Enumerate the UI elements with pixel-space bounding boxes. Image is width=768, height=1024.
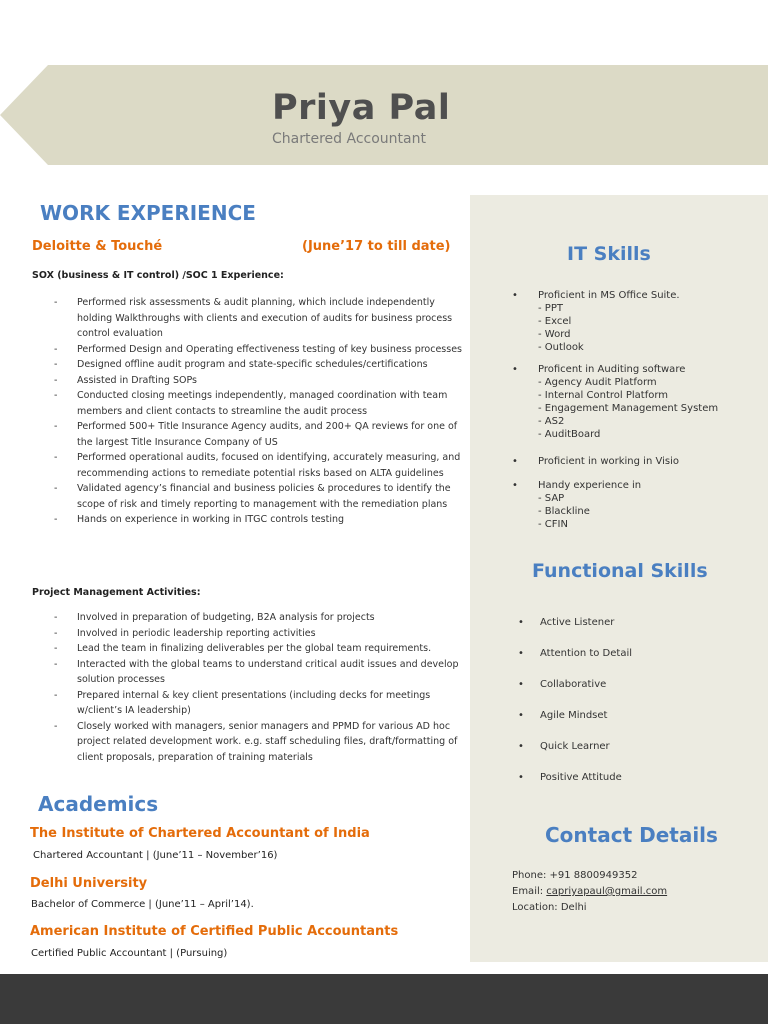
list-item: - Designed offline audit program and state-specific schedules/certifications	[54, 357, 464, 373]
contact-phone: Phone: +91 8800949352	[512, 870, 638, 881]
project-management-title: Project Management Activities:	[32, 587, 201, 598]
list-item: - Assisted in Drafting SOPs	[54, 373, 464, 389]
it-skill-title: Proficient in MS Office Suite.	[538, 290, 680, 301]
list-item: - Performed 500+ Title Insurance Agency audits, and 200+ QA reviews for one of the largest Title Insurance Company of US	[54, 419, 464, 450]
list-item: - Performed Design and Operating effectiveness testing of key business processes	[54, 342, 464, 358]
functional-skill-label: Quick Learner	[540, 741, 610, 752]
it-skill-sub: - AuditBoard	[538, 429, 601, 440]
contact-email-row	[512, 886, 667, 897]
contact-email-label: Email:	[512, 886, 547, 897]
functional-skill-label: Active Listener	[540, 617, 615, 628]
list-item: - Hands on experience in working in ITGC controls testing	[54, 512, 464, 528]
list-item: - Involved in periodic leadership reporting activities	[54, 626, 464, 642]
list-item: - Involved in preparation of budgeting, B2A analysis for projects	[54, 610, 464, 626]
it-skill-sub: - Outlook	[538, 342, 584, 353]
candidate-role: Chartered Accountant	[272, 131, 426, 147]
list-item: - Closely worked with managers, senior managers and PPMD for various AD hoc project related development work. e.g. staff scheduling files, draft/formatting of client proposals, preparation of training materials	[54, 719, 464, 766]
functional-skill-label: Agile Mindset	[540, 710, 608, 721]
list-item: - Validated agency’s financial and business policies & procedures to identify the scope of risk and timely reporting to management with the remediation plans	[54, 481, 464, 512]
it-skill-sub: - SAP	[538, 493, 565, 504]
it-skill-sub: - Agency Audit Platform	[538, 377, 657, 388]
list-item: - Prepared internal & key client presentations (including decks for meetings w/client’s IA leadership)	[54, 688, 464, 719]
list-item: - Performed operational audits, focused on identifying, accurately measuring, and recommending actions to remediate potential risks based on ALTA guidelines	[54, 450, 464, 481]
it-skill-sub: - Internal Control Platform	[538, 390, 669, 401]
academic-school: American Institute of Certified Public Accountants	[30, 924, 399, 939]
contact-email-link[interactable]: capriyapaul@gmail.com	[546, 886, 668, 897]
project-management-list	[54, 610, 464, 765]
company-name: Deloitte & Touché	[32, 239, 163, 254]
list-item: - Conducted closing meetings independently, managed coordination with team members and client contacts to streamline the audit process	[54, 388, 464, 419]
it-skill-sub: - Word	[538, 329, 571, 340]
academic-school: Delhi University	[30, 876, 148, 891]
it-skill-title: Proficent in Auditing software	[538, 364, 686, 375]
it-skill-sub: - Engagement Management System	[538, 403, 719, 414]
work-experience-heading: WORK EXPERIENCE	[40, 201, 256, 225]
list-item: - Lead the team in finalizing deliverables per the global team requirements.	[54, 641, 464, 657]
contact-details-heading: Contact Details	[545, 823, 718, 847]
functional-skills-heading: Functional Skills	[532, 560, 708, 582]
it-skill-sub: - CFIN	[538, 519, 568, 530]
academic-detail: Certified Public Accountant | (Pursuing)	[31, 948, 228, 959]
academic-school: The Institute of Chartered Accountant of India	[30, 826, 370, 841]
functional-skill-label: Positive Attitude	[540, 772, 622, 783]
footer-bar	[0, 974, 768, 1024]
it-skill-sub: - Blackline	[538, 506, 590, 517]
sox-section-title: SOX (business & IT control) /SOC 1 Experience:	[32, 270, 284, 281]
academics-heading: Academics	[38, 792, 159, 816]
candidate-name: Priya Pal	[272, 88, 451, 128]
it-skill-title: Proficient in working in Visio	[538, 456, 679, 467]
academic-detail: Chartered Accountant | (June’11 – November’16)	[33, 850, 278, 861]
sox-experience-list	[54, 295, 464, 528]
it-skill-sub: - Excel	[538, 316, 572, 327]
functional-skill-label: Collaborative	[540, 679, 607, 690]
employment-period: (June’17 to till date)	[302, 239, 451, 254]
functional-skill-label: Attention to Detail	[540, 648, 633, 659]
it-skills-heading: IT Skills	[567, 243, 651, 265]
it-skill-sub: - AS2	[538, 416, 565, 427]
academic-detail: Bachelor of Commerce | (June’11 – April’14).	[31, 899, 254, 910]
list-item: - Interacted with the global teams to understand critical audit issues and develop solution processes	[54, 657, 464, 688]
it-skill-title: Handy experience in	[538, 480, 642, 491]
list-item: - Performed risk assessments & audit planning, which include independently holding Walkthroughs with clients and execution of audits for business process control evaluation	[54, 295, 464, 342]
contact-location: Location: Delhi	[512, 902, 587, 913]
it-skill-sub: - PPT	[538, 303, 563, 314]
